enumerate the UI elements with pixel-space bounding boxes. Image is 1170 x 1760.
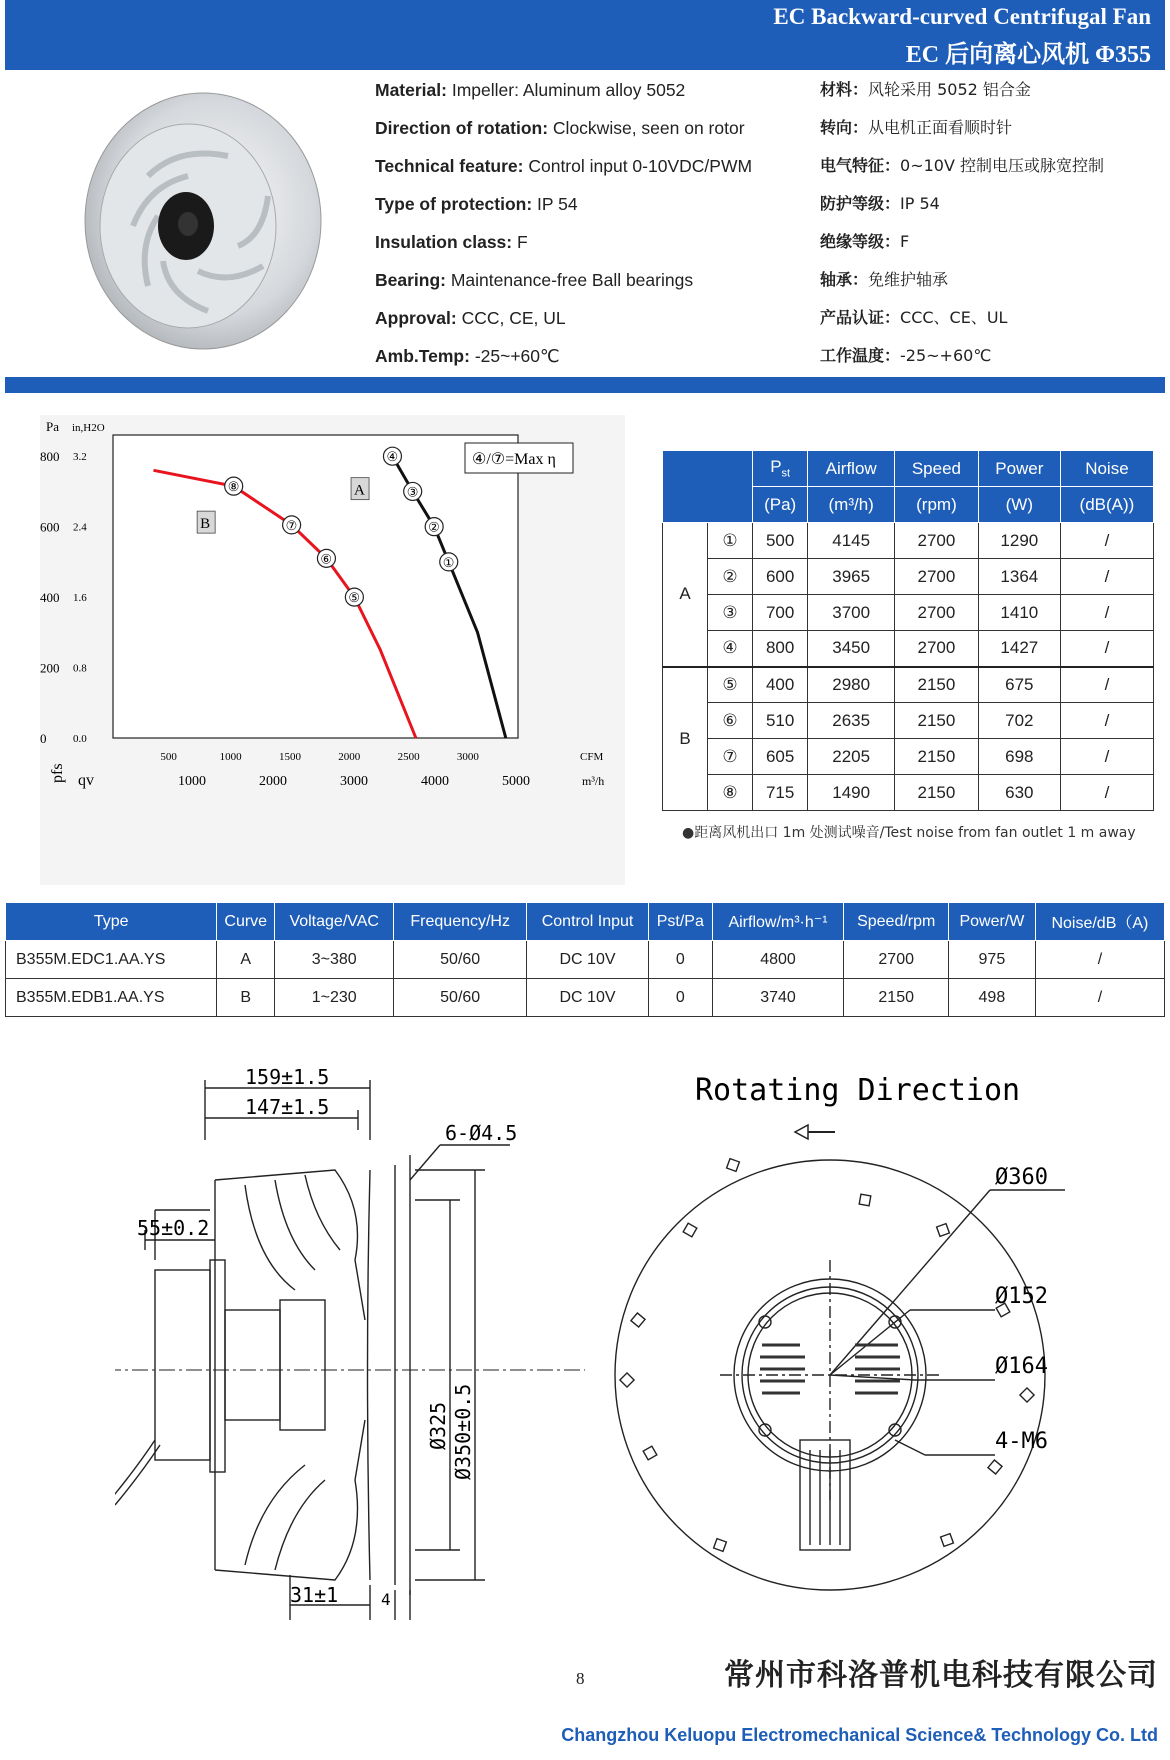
legend-note: ④/⑦=Max η	[472, 451, 556, 468]
curve-point-label: ①	[442, 554, 455, 570]
mtable-header-row	[6, 903, 1165, 941]
mtable-cell: 50/60	[394, 941, 527, 979]
ptable-cell: 400	[753, 667, 808, 703]
dim-152: Ø152	[995, 1284, 1048, 1309]
dim-55: 55±0.2	[137, 1216, 210, 1240]
mtable-header-cell: Airflow/m³·h⁻¹	[712, 903, 844, 941]
header-banner	[5, 0, 1165, 70]
ptable-row	[663, 667, 1154, 703]
y-unit-inh2o: in,H2O	[72, 422, 105, 434]
mtable-header-cell: Frequency/Hz	[394, 903, 527, 941]
ptable-row	[663, 559, 1154, 595]
fan-product-image	[38, 86, 328, 366]
dim-325: Ø325	[426, 1401, 450, 1450]
x-unit-cfm: CFM	[580, 751, 604, 763]
dim-m6: 4-M6	[995, 1429, 1048, 1454]
mtable-row	[6, 941, 1165, 979]
spec-cn-approval: 产品认证：CCC、CE、UL	[820, 308, 1008, 327]
ptable-cell: /	[1060, 703, 1153, 739]
curve-point-label: ⑥	[320, 551, 333, 567]
spec-cn-insulation: 绝缘等级：F	[820, 232, 910, 251]
spec-cn-bearing: 轴承：免维护轴承	[820, 270, 949, 289]
dim-holes: 6-Ø4.5	[445, 1121, 518, 1145]
dim-31: 31±1	[290, 1583, 339, 1607]
ptable-cell: 2150	[895, 775, 979, 811]
ptable-cell: 630	[978, 775, 1060, 811]
page-number: 8	[576, 1669, 585, 1688]
ptable-h-power: Power	[978, 451, 1060, 487]
ptable-cell: 675	[978, 667, 1060, 703]
mtable-header-cell: Noise/dB（A)	[1035, 903, 1164, 941]
x-tick-m3h: 5000	[502, 774, 530, 789]
spec-cn-rotation: 转向：从电机正面看顺时针	[820, 118, 1013, 137]
ptable-cell: 4145	[808, 523, 895, 559]
ptable-row	[663, 595, 1154, 631]
spec-list-cn	[820, 78, 1160, 382]
mtable-header-cell: Control Input	[526, 903, 648, 941]
rotating-direction-title: Rotating Direction	[695, 1073, 1021, 1108]
mtable-cell: 2150	[844, 979, 948, 1017]
ptable-body	[663, 523, 1154, 811]
y-tick-pa: 800	[40, 449, 60, 465]
ptable-cell: 2700	[895, 595, 979, 631]
mtable-header-cell: Pst/Pa	[649, 903, 712, 941]
mtable-cell: DC 10V	[526, 979, 648, 1017]
mtable-cell: 975	[948, 941, 1035, 979]
ptable-row	[663, 775, 1154, 811]
ptable-row	[663, 523, 1154, 559]
ptable-cell: ⑥	[708, 703, 753, 739]
ptable-cell: 2980	[808, 667, 895, 703]
dim-350: Ø350±0.5	[451, 1383, 475, 1480]
ptable-u-power: (W)	[978, 487, 1060, 523]
ptable-cell: 1290	[978, 523, 1060, 559]
ptable-cell: 700	[753, 595, 808, 631]
ptable-cell: /	[1060, 559, 1153, 595]
ptable-cell: ④	[708, 631, 753, 667]
curve-name-label: A	[354, 482, 365, 499]
spec-temp: Amb.Temp: -25~+60℃	[375, 346, 560, 366]
y-tick-inh2o: 0.8	[73, 662, 87, 675]
ptable-cell: 3450	[808, 631, 895, 667]
ptable-cell: 3700	[808, 595, 895, 631]
x-tick-cfm: 2500	[397, 751, 420, 763]
spec-feature: Technical feature: Control input 0-10VDC/PWM	[375, 156, 753, 176]
ptable-cell: /	[1060, 775, 1153, 811]
curve-point-label: ⑦	[285, 517, 298, 533]
mtable-cell: 2700	[844, 941, 948, 979]
ptable-cell: /	[1060, 595, 1153, 631]
mtable-cell: DC 10V	[526, 941, 648, 979]
mtable-cell: 0	[649, 979, 712, 1017]
operating-point-table	[662, 450, 1154, 811]
spec-insulation: Insulation class: F	[375, 232, 528, 252]
ptable-header-row-1	[663, 451, 1154, 487]
x-tick-cfm: 1000	[219, 751, 242, 763]
curve-point-label: ⑧	[227, 479, 240, 495]
ptable-cell: 500	[753, 523, 808, 559]
ptable-cell: 2635	[808, 703, 895, 739]
spec-list-en	[375, 78, 795, 382]
x-tick-m3h: 1000	[178, 774, 206, 789]
ptable-cell: /	[1060, 631, 1153, 667]
ptable-cell: 715	[753, 775, 808, 811]
dim-147: 147±1.5	[245, 1095, 330, 1119]
mtable-cell: A	[217, 941, 275, 979]
ptable-cell: ⑧	[708, 775, 753, 811]
spec-protection: Type of protection: IP 54	[375, 194, 578, 214]
front-view-drawing	[600, 1060, 1140, 1620]
performance-chart	[40, 415, 625, 885]
spec-bearing: Bearing: Maintenance-free Ball bearings	[375, 270, 694, 290]
mtable-cell: /	[1035, 979, 1164, 1017]
spec-cn-material: 材料：风轮采用 5052 铝合金	[820, 80, 1031, 99]
y-tick-pa: 0	[40, 731, 47, 746]
mtable-cell: 4800	[712, 941, 844, 979]
ptable-cell: /	[1060, 667, 1153, 703]
ptable-cell: 600	[753, 559, 808, 595]
y-axis-label: pfs	[49, 763, 66, 783]
x-unit-m3h: m³/h	[582, 774, 605, 788]
mtable-cell: 0	[649, 941, 712, 979]
ptable-group-label: A	[663, 523, 708, 667]
mtable-header-cell: Type	[6, 903, 217, 941]
ptable-h-noise: Noise	[1060, 451, 1153, 487]
company-name-cn: 常州市科洛普机电科技有限公司	[724, 1658, 1158, 1693]
ptable-cell: ②	[708, 559, 753, 595]
ptable-h-pst: $P_{st}$	[753, 451, 808, 487]
ptable-cell: /	[1060, 523, 1153, 559]
ptable-cell: 1427	[978, 631, 1060, 667]
ptable-cell: 698	[978, 739, 1060, 775]
ptable-cell: ⑤	[708, 667, 753, 703]
spec-cn-temp: 工作温度：-25~+60℃	[820, 346, 992, 365]
ptable-h-speed: Speed	[895, 451, 979, 487]
mtable-header-cell: Voltage/VAC	[275, 903, 394, 941]
ptable-cell: 800	[753, 631, 808, 667]
ptable-cell: ③	[708, 595, 753, 631]
ptable-cell: 1364	[978, 559, 1060, 595]
ptable-cell: 2205	[808, 739, 895, 775]
model-table	[5, 902, 1165, 1017]
section-divider	[5, 377, 1165, 393]
ptable-u-airflow: (m³/h)	[808, 487, 895, 523]
x-tick-m3h: 3000	[340, 774, 368, 789]
y-tick-inh2o: 3.2	[73, 451, 87, 464]
y-tick-pa: 400	[40, 590, 60, 606]
ptable-cell: 2150	[895, 667, 979, 703]
mtable-cell: B	[217, 979, 275, 1017]
ptable-corner	[663, 451, 753, 523]
mtable-cell: 50/60	[394, 979, 527, 1017]
ptable-u-pst: (Pa)	[753, 487, 808, 523]
mtable-row	[6, 979, 1165, 1017]
mtable-header-cell: Speed/rpm	[844, 903, 948, 941]
ptable-cell: 2700	[895, 523, 979, 559]
dim-360: Ø360	[995, 1165, 1048, 1190]
x-tick-cfm: 2000	[338, 751, 361, 763]
noise-note: ●距离风机出口 1m 处测试噪音/Test noise from fan outlet 1 m away	[682, 825, 1136, 841]
ptable-row	[663, 703, 1154, 739]
y-tick-inh2o: 1.6	[73, 592, 87, 605]
x-tick-cfm: 1500	[278, 751, 301, 763]
ptable-cell: 3965	[808, 559, 895, 595]
ptable-h-airflow: Airflow	[808, 451, 895, 487]
mtable-cell: B355M.EDB1.AA.YS	[6, 979, 217, 1017]
ptable-cell: 2700	[895, 631, 979, 667]
spec-cn-feature: 电气特征：0~10V 控制电压或脉宽控制	[820, 156, 1104, 175]
ptable-cell: 1410	[978, 595, 1060, 631]
x-tick-cfm: 500	[160, 751, 177, 763]
curve-point-label: ②	[428, 519, 440, 535]
y-tick-pa: 200	[40, 660, 60, 676]
ptable-cell: 702	[978, 703, 1060, 739]
dim-159: 159±1.5	[245, 1065, 330, 1089]
ptable-cell: 2150	[895, 703, 979, 739]
company-name-en: Changzhou Keluopu Electromechanical Science& Technology Co. Ltd	[561, 1725, 1158, 1745]
mtable-cell: 3740	[712, 979, 844, 1017]
curve-name-label: B	[200, 516, 211, 533]
ptable-row	[663, 739, 1154, 775]
y-unit-pa: Pa	[46, 419, 59, 434]
curve-point-label: ③	[406, 484, 419, 500]
spec-material: Material: Impeller: Aluminum alloy 5052	[375, 80, 686, 100]
mtable-cell: /	[1035, 941, 1164, 979]
ptable-cell: /	[1060, 739, 1153, 775]
mtable-cell: 3~380	[275, 941, 394, 979]
x-axis-label: qv	[78, 772, 94, 789]
ptable-u-noise: (dB(A))	[1060, 487, 1153, 523]
x-tick-m3h: 2000	[259, 774, 287, 789]
spec-approval: Approval: CCC, CE, UL	[375, 308, 566, 328]
y-tick-pa: 600	[40, 519, 60, 535]
ptable-cell: 510	[753, 703, 808, 739]
arrow-left-icon	[795, 1125, 835, 1139]
dim-164: Ø164	[995, 1354, 1048, 1379]
ptable-group-label: B	[663, 667, 708, 811]
mtable-cell: B355M.EDC1.AA.YS	[6, 941, 217, 979]
chart-axes	[113, 435, 573, 738]
y-tick-inh2o: 2.4	[73, 521, 87, 534]
curve-point-label: ④	[386, 449, 399, 465]
spec-cn-protection: 防护等级：IP 54	[820, 194, 940, 213]
x-tick-m3h: 4000	[421, 774, 449, 789]
mtable-header-cell: Power/W	[948, 903, 1035, 941]
title-en: EC Backward-curved Centrifugal Fan	[773, 4, 1151, 29]
dim-4: 4	[381, 1590, 391, 1609]
title-cn: EC 后向离心风机 Φ355	[905, 42, 1151, 68]
x-tick-cfm: 3000	[456, 751, 479, 763]
mtable-cell: 1~230	[275, 979, 394, 1017]
ptable-cell: ⑦	[708, 739, 753, 775]
ptable-cell: 1490	[808, 775, 895, 811]
side-view-drawing	[115, 1060, 595, 1620]
mtable-body	[6, 941, 1165, 1017]
ptable-cell: ①	[708, 523, 753, 559]
ptable-cell: 2700	[895, 559, 979, 595]
ptable-row	[663, 631, 1154, 667]
mtable-header-cell: Curve	[217, 903, 275, 941]
ptable-cell: 605	[753, 739, 808, 775]
spec-rotation: Direction of rotation: Clockwise, seen on rotor	[375, 118, 745, 138]
y-tick-inh2o: 0.0	[73, 733, 87, 745]
curve-point-label: ⑤	[348, 590, 361, 606]
ptable-cell: 2150	[895, 739, 979, 775]
mtable-cell: 498	[948, 979, 1035, 1017]
ptable-u-speed: (rpm)	[895, 487, 979, 523]
